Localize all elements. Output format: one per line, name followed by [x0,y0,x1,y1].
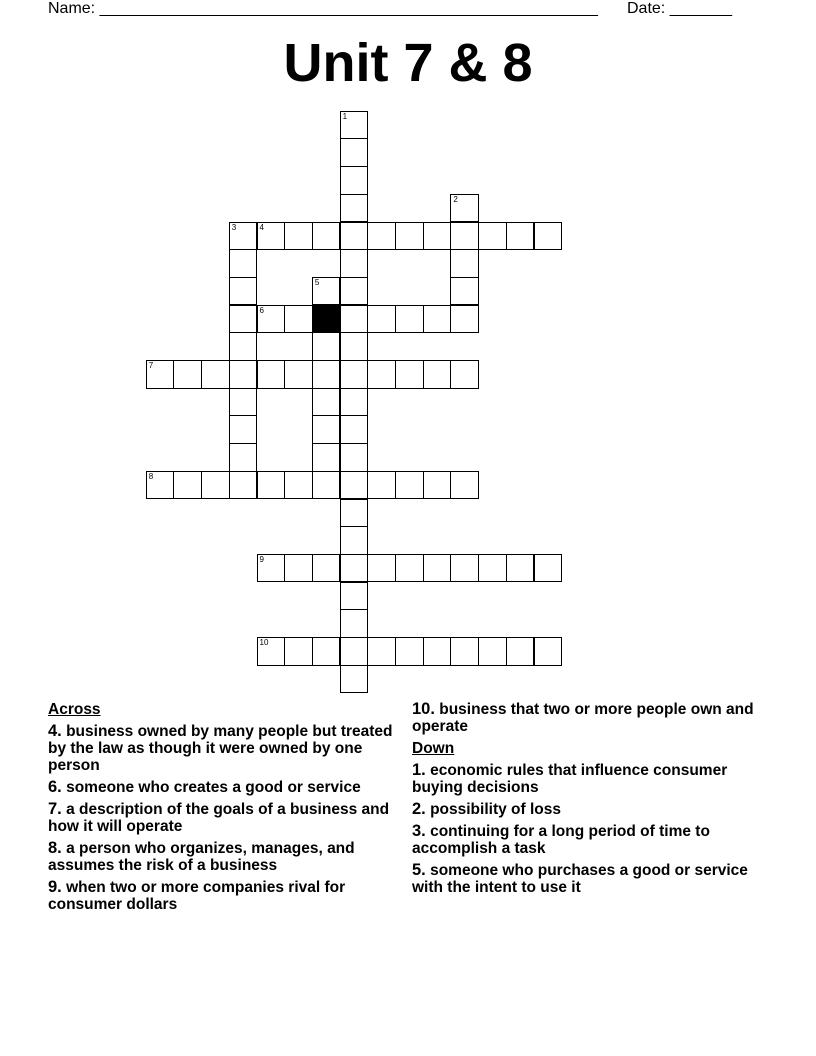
grid-cell[interactable] [257,222,286,251]
grid-cell[interactable] [534,554,563,583]
clue-text: a description of the goals of a business and how it will operate [48,801,390,835]
clue-across-7 [48,801,393,835]
grid-cell[interactable] [312,554,341,583]
grid-cell[interactable] [257,471,286,500]
cell-number: 6 [259,305,264,315]
grid-cell[interactable] [395,554,424,583]
grid-cell[interactable] [340,305,369,334]
clue-number: 7. [48,800,62,818]
grid-cell[interactable] [340,415,369,444]
cell-number: 7 [148,361,154,370]
grid-cell[interactable] [312,443,341,472]
grid-cell[interactable] [367,222,396,251]
grid-cell[interactable] [340,609,369,638]
grid-block [312,305,341,334]
grid-cell[interactable] [229,471,258,500]
clue-number: 8. [48,839,62,857]
grid-cell[interactable] [340,443,369,472]
grid-cell[interactable] [312,360,341,389]
grid-cell[interactable] [423,554,452,583]
clue-across-4 [48,723,393,774]
grid-cell[interactable] [229,415,258,444]
grid-cell[interactable] [340,665,369,694]
clue-text: someone who creates a good or service [66,779,361,796]
grid-cell[interactable] [340,138,369,167]
grid-cell[interactable] [423,471,452,500]
clue-number: 4. [48,722,62,740]
grid-cell[interactable] [173,360,202,389]
grid-cell[interactable] [229,332,258,361]
clue-down-1 [412,762,782,796]
grid-cell[interactable] [312,637,341,666]
grid-cell[interactable] [423,360,452,389]
grid-cell[interactable] [340,222,369,251]
grid-cell[interactable] [367,305,396,334]
grid-cell[interactable] [340,360,369,389]
grid-cell[interactable] [450,554,479,583]
grid-cell[interactable] [367,554,396,583]
cell-number: 10 [259,638,269,647]
grid-cell[interactable] [229,249,258,278]
grid-cell[interactable] [340,111,369,140]
grid-cell[interactable] [312,471,341,500]
clue-across-10 [412,701,782,735]
grid-cell[interactable] [423,222,452,251]
grid-cell[interactable] [450,471,479,500]
grid-cell[interactable] [257,360,286,389]
down-heading: Down [412,740,455,757]
page-title: Unit 7 & 8 [283,33,533,93]
grid-cell[interactable] [229,360,258,389]
clue-text: a person who organizes, manages, and assumes the risk of a business [48,840,355,874]
across-heading: Across [48,701,101,718]
grid-cell[interactable] [340,582,369,611]
grid-cell[interactable] [340,526,369,555]
grid-cell[interactable] [395,637,424,666]
grid-cell[interactable] [450,249,479,278]
grid-cell[interactable] [229,443,258,472]
grid-cell[interactable] [395,222,424,251]
grid-cell[interactable] [395,360,424,389]
grid-cell[interactable] [450,360,479,389]
grid-cell[interactable] [534,222,563,251]
clues-column-left [48,701,393,918]
grid-cell[interactable] [312,277,341,306]
grid-cell[interactable] [312,222,341,251]
grid-cell[interactable] [340,194,369,223]
clue-number: 2. [412,800,426,818]
clues-column-right [412,701,782,901]
clue-text: continuing for a long period of time to accomplish a task [412,823,710,857]
clue-number: 1. [412,761,426,779]
grid-cell[interactable] [312,415,341,444]
name-field[interactable]: Name: ________________________________________________________ [48,0,598,17]
grid-cell[interactable] [340,332,369,361]
grid-cell[interactable] [478,554,507,583]
cell-number: 9 [259,554,264,564]
grid-cell[interactable] [340,166,369,195]
grid-cell[interactable] [478,222,507,251]
grid-cell[interactable] [257,305,286,334]
clue-text: when two or more companies rival for consumer dollars [48,879,346,913]
clue-down-5 [412,862,782,896]
cell-number: 2 [453,194,458,204]
grid-cell[interactable] [257,637,286,666]
clue-text: economic rules that influence consumer buying decisions [412,762,728,796]
grid-cell[interactable] [284,637,313,666]
grid-cell[interactable] [284,360,313,389]
grid-cell[interactable] [340,637,369,666]
grid-cell[interactable] [284,305,313,334]
clue-number: 3. [412,822,426,840]
clue-down-3 [412,823,782,857]
clue-number: 10. [412,700,435,718]
grid-cell[interactable] [146,471,175,500]
clue-number: 6. [48,778,62,796]
grid-cell[interactable] [395,471,424,500]
grid-cell[interactable] [340,554,369,583]
grid-cell[interactable] [340,499,369,528]
grid-cell[interactable] [395,305,424,334]
grid-cell[interactable] [367,471,396,500]
grid-cell[interactable] [146,360,175,389]
clue-number: 9. [48,878,62,896]
grid-cell[interactable] [534,637,563,666]
grid-cell[interactable] [506,637,535,666]
grid-cell[interactable] [450,277,479,306]
grid-cell[interactable] [201,471,230,500]
grid-cell[interactable] [450,637,479,666]
clue-text: someone who purchases a good or service with the intent to use it [412,862,748,896]
cell-number: 3 [231,222,237,232]
cell-number: 4 [259,222,264,232]
clue-number: 5. [412,861,426,879]
grid-cell[interactable] [284,471,313,500]
clue-across-6 [48,779,393,796]
grid-cell[interactable] [506,222,535,251]
grid-cell[interactable] [450,194,479,223]
grid-cell[interactable] [312,388,341,417]
grid-cell[interactable] [478,637,507,666]
clue-across-8 [48,840,393,874]
grid-cell[interactable] [229,222,258,251]
cell-number: 1 [342,111,348,121]
grid-cell[interactable] [229,305,258,334]
grid-cell[interactable] [506,554,535,583]
grid-cell[interactable] [201,360,230,389]
cell-number: 8 [148,471,154,481]
grid-cell[interactable] [257,554,286,583]
grid-cell[interactable] [340,388,369,417]
grid-cell[interactable] [423,637,452,666]
grid-cell[interactable] [340,249,369,278]
grid-cell[interactable] [423,305,452,334]
clue-text: business owned by many people but treated by the law as though it were owned by one person [48,723,393,774]
grid-cell[interactable] [284,554,313,583]
grid-cell[interactable] [340,471,369,500]
clue-text: business that two or more people own and operate [412,701,754,735]
grid-cell[interactable] [450,305,479,334]
grid-cell[interactable] [367,360,396,389]
grid-cell[interactable] [312,332,341,361]
cell-number: 5 [314,277,320,287]
grid-cell[interactable] [450,222,479,251]
clue-across-9 [48,879,393,913]
clue-text: possibility of loss [430,801,561,818]
grid-cell[interactable] [229,388,258,417]
clue-down-2 [412,801,782,818]
grid-cell[interactable] [229,277,258,306]
grid-cell[interactable] [173,471,202,500]
date-field[interactable]: Date: _______ [627,0,732,17]
grid-cell[interactable] [284,222,313,251]
grid-cell[interactable] [367,637,396,666]
grid-cell[interactable] [340,277,369,306]
